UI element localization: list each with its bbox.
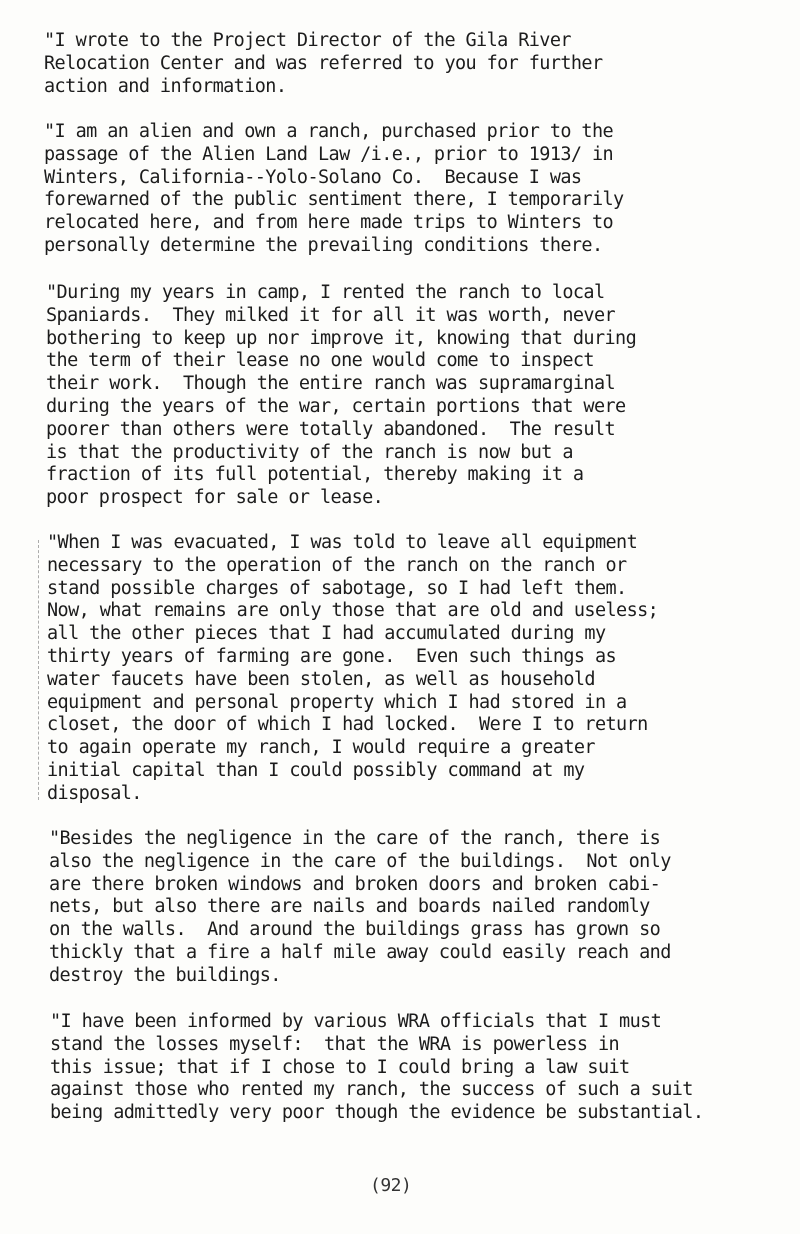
paragraph-ranch-rental: "During my years in camp, I rented the ranch to local Spaniards. They milked it for all it was worth, never bothering to keep up nor improve it, knowing that during the term of their lease no one would come to inspect their work. Though the entire ranch was supramarginal during the years of the war, certain portions that were poorer than others were totally abandoned. The result is that the productivity of the ranch is now but a fraction of its full potential, thereby making it a poor prospect for sale or lease. xyxy=(46,282,637,509)
paragraph-equipment-loss: "When I was evacuated, I was told to leave all equipment necessary to the operation of the ranch on the ranch or stand possible charges of sabotage, so I had left them. Now, what remains are only those that are old and useless; all the other pieces that I had accumulated during my thirty years of farming are gone. Even such things as water faucets have been stolen, as well as household equipment and personal property which I had stored in a closet, the door of which I had locked. Were I to return to again operate my ranch, I would require a greater initial capital than I could possibly command at my disposal. xyxy=(47,532,659,804)
paragraph-wra-response: "I have been informed by various WRA officials that I must stand the losses myself: that the WRA is powerless in this issue; that if I chose to I could bring a law suit against those who rented my ranch, the success of such a suit being admittedly very poor though the evidence be substantial. xyxy=(50,1011,704,1124)
paragraph-building-neglect: "Besides the negligence in the care of the ranch, there is also the negligence in the care of the buildings. Not only are there broken windows and broken doors and broken cabi- nets, but also there are nails and boards nailed randomly on the walls. And around the buildings grass has grown so thickly that a fire a half mile away could easily reach and destroy the buildings. xyxy=(49,828,671,986)
paragraph-letter-referral: "I wrote to the Project Director of the Gila River Relocation Center and was referred to you for further action and information. xyxy=(44,30,603,97)
paragraph-ranch-ownership: "I am an alien and own a ranch, purchased prior to the passage of the Alien Land Law /i.e., prior to 1913/ in Winters, California--Yolo-Solano Co. Because I was forewarned of the public sentiment there, I temporarily relocated here, and from here made trips to Winters to personally determine the prevailing conditions there. xyxy=(44,121,624,256)
page-number: (92) xyxy=(370,1175,412,1196)
margin-pencil-mark xyxy=(38,540,41,800)
